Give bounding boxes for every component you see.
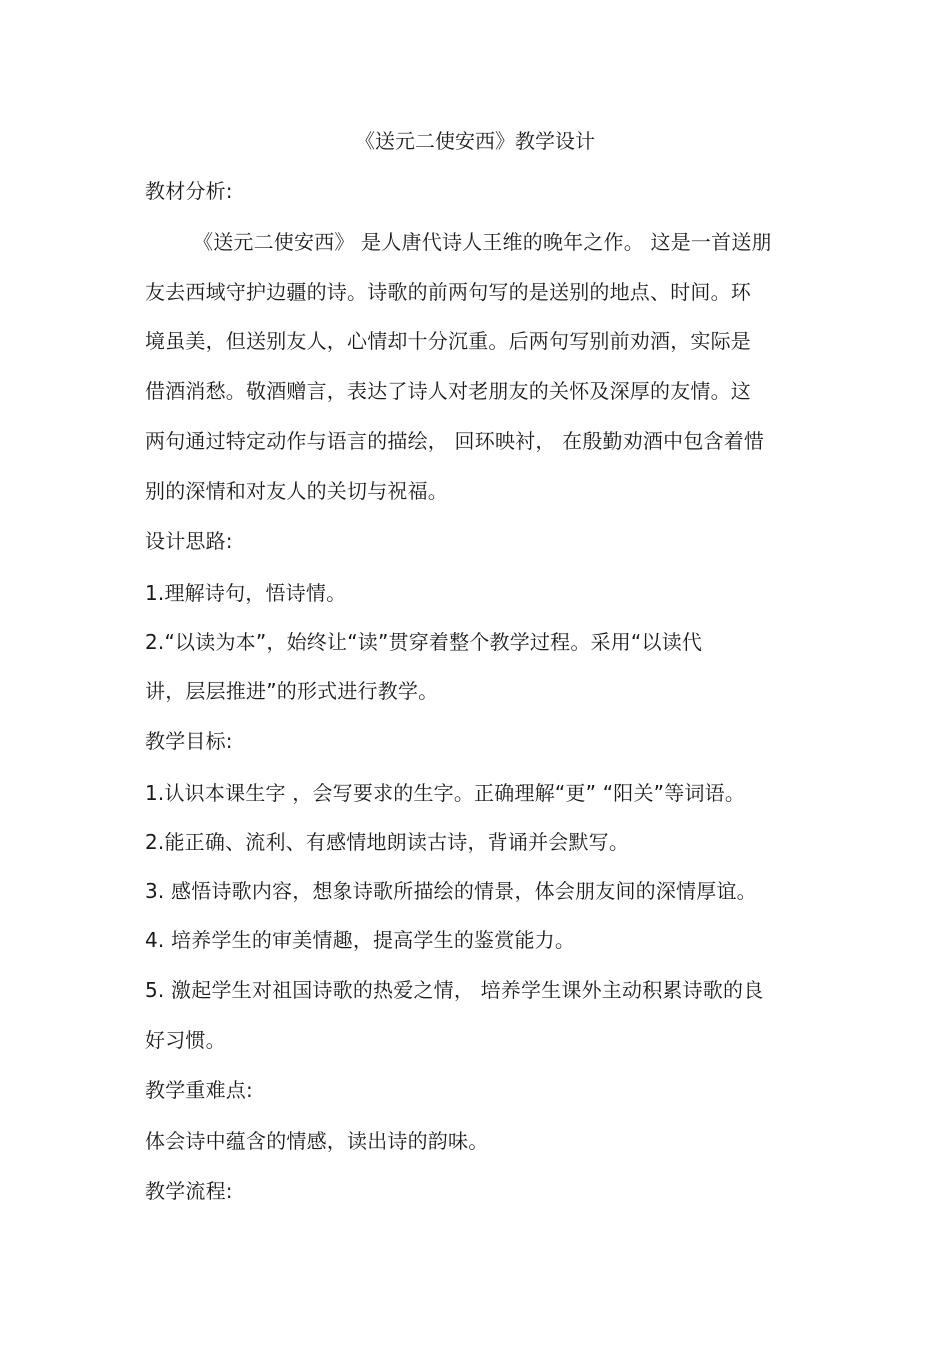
paragraph-line: 别的深情和对友人的关切与祝福。	[145, 479, 448, 503]
list-item: 3. 感悟诗歌内容，想象诗歌所描绘的情景，体会朋友间的深情厚谊。	[145, 879, 757, 903]
heading-teaching-flow: 教学流程:	[145, 1179, 233, 1203]
paragraph-line: 《送元二使安西》 是人唐代诗人王维的晚年之作。 这是一首送朋	[193, 230, 772, 254]
list-item-continuation: 讲，层层推进”的形式进行教学。	[145, 679, 439, 703]
list-item: 2.能正确、流利、有感情地朗读古诗，背诵并会默写。	[145, 830, 630, 854]
list-item: 5. 激起学生对祖国诗歌的热爱之情， 培养学生课外主动积累诗歌的良	[145, 978, 764, 1002]
list-item: 4. 培养学生的审美情趣，提高学生的鉴赏能力。	[145, 928, 576, 952]
heading-teaching-goals: 教学目标:	[145, 729, 233, 753]
list-item: 1.认识本课生字 ，会写要求的生字。正确理解“更” “阳关”等词语。	[145, 781, 746, 805]
paragraph-line: 境虽美，但送别友人，心情却十分沉重。后两句写别前劝酒，实际是	[145, 329, 751, 353]
heading-design-thinking: 设计思路:	[145, 529, 233, 553]
heading-material-analysis: 教材分析:	[145, 179, 233, 203]
heading-key-difficulties: 教学重难点:	[145, 1078, 253, 1102]
list-item: 2.“以读为本”，始终让“读”贯穿着整个教学过程。采用“以读代	[145, 630, 703, 654]
list-item-continuation: 好习惯。	[145, 1028, 226, 1052]
document-title: 《送元二使安西》教学设计	[355, 129, 595, 153]
paragraph-line: 借酒消愁。敬酒赠言，表达了诗人对老朋友的关怀及深厚的友情。这	[145, 379, 751, 403]
paragraph-line: 体会诗中蕴含的情感，读出诗的韵味。	[145, 1129, 489, 1153]
paragraph-line: 友去西域守护边疆的诗。诗歌的前两句写的是送别的地点、时间。环	[145, 280, 751, 304]
list-item: 1.理解诗句，悟诗情。	[145, 581, 347, 605]
paragraph-line: 两句通过特定动作与语言的描绘， 回环映衬， 在殷勤劝酒中包含着惜	[145, 429, 765, 453]
